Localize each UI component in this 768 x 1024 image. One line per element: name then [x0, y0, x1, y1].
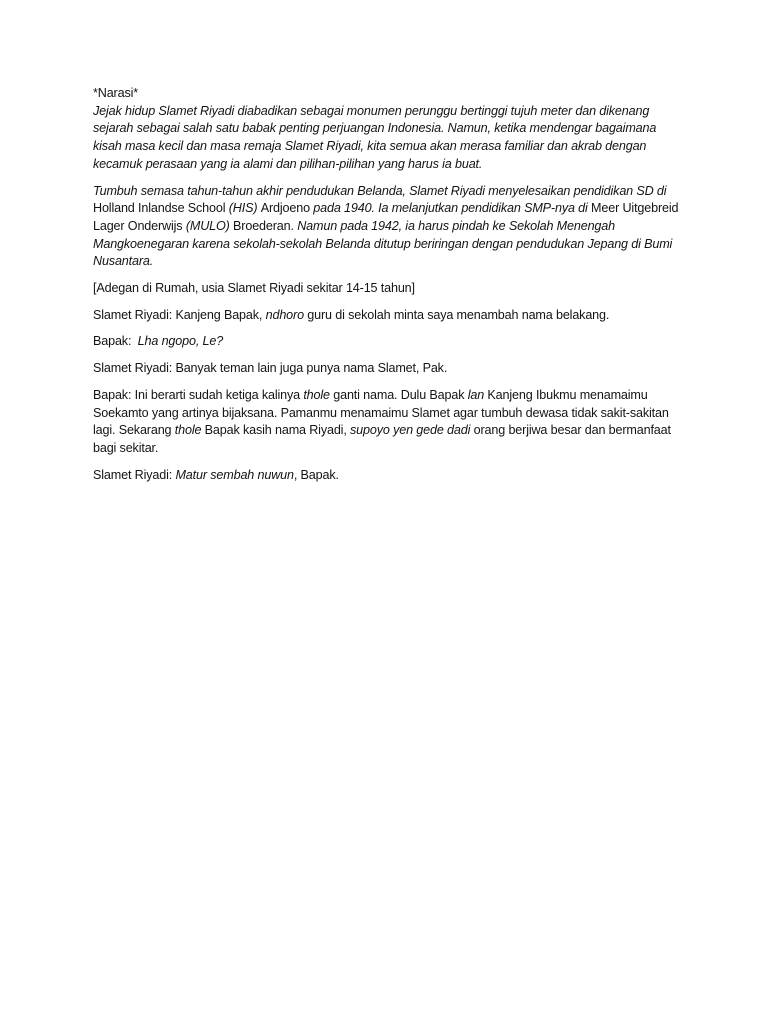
dialogue-line: [93, 360, 679, 378]
javanese-phrase: thole: [174, 423, 202, 438]
school-name: Meer Uitgebreid Lager Onderwijs: [93, 201, 679, 233]
javanese-phrase: ndhoro: [265, 307, 304, 322]
dialogue-line: [93, 467, 679, 485]
dialogue-text: Slamet Riyadi: Kanjeng Bapak,: [93, 307, 266, 322]
dialogue-line: [93, 333, 679, 351]
dialogue-text: Bapak:: [93, 334, 135, 349]
dialogue-text: , Bapak.: [293, 467, 339, 482]
scene-direction: [93, 280, 679, 298]
narration-heading: [93, 85, 679, 103]
narration-paragraph: [93, 183, 679, 272]
javanese-phrase: supoyo yen gede dadi: [350, 423, 471, 438]
school-name: Holland Inlandse School: [93, 201, 229, 216]
narration-paragraph: [93, 103, 679, 174]
narration-text: Namun pada 1942, ia harus pindah ke Sekolah Menengah Mangkoenegaran karena sekolah-sekolah Belanda ditutup beriringan dengan pendudukan Jepang di Bumi Nusantara.: [93, 218, 673, 269]
school-abbreviation: (MULO): [185, 218, 234, 233]
javanese-phrase: Lha ngopo, Le?: [137, 334, 224, 349]
narration-text: Tumbuh semasa tahun-tahun akhir pendudukan Belanda, Slamet Riyadi menyelesaikan pendidikan SD di: [93, 183, 667, 198]
dialogue-text: Bapak: Ini berarti sudah ketiga kalinya: [93, 387, 304, 402]
school-abbreviation: (HIS): [228, 201, 261, 216]
dialogue-text: Slamet Riyadi: Banyak teman lain juga punya nama Slamet, Pak.: [93, 361, 448, 376]
school-name: Ardjoeno: [260, 201, 314, 216]
dialogue-text: Slamet Riyadi:: [93, 467, 176, 482]
dialogue-line: [93, 387, 679, 458]
document-body: [93, 85, 679, 493]
dialogue-text: orang berjiwa besar dan bermanfaat bagi sekitar.: [93, 423, 671, 455]
dialogue-line: [93, 307, 679, 325]
school-name: Broederan.: [233, 218, 298, 233]
javanese-phrase: lan: [467, 387, 485, 402]
dialogue-text: Bapak kasih nama Riyadi,: [201, 423, 351, 438]
dialogue-text: guru di sekolah minta saya menambah nama belakang.: [303, 307, 610, 322]
narration-text: pada 1940. Ia melanjutkan pendidikan SMP-nya di: [313, 201, 592, 216]
dialogue-text: Kanjeng Ibukmu menamaimu Soekamto yang artinya bijaksana. Pamanmu menamaimu Slamet agar tumbuh dewasa tidak sakit-sakitan lagi. Sekarang: [93, 387, 669, 438]
javanese-phrase: thole: [303, 387, 330, 402]
scene-direction-text: [Adegan di Rumah, usia Slamet Riyadi sekitar 14-15 tahun]: [93, 281, 415, 296]
narration-text: Jejak hidup Slamet Riyadi diabadikan sebagai monumen perunggu bertinggi tujuh meter dan dikenang sejarah sebagai salah satu babak penting perjuangan Indonesia. Namun, ketika mendengar bagaimana kisah masa kecil dan masa remaja Slamet Riyadi, kita semua akan merasa familiar dan akrab dengan kecamuk perasaan yang ia alami dan pilihan-pilihan yang harus ia buat.: [93, 103, 657, 171]
javanese-phrase: Matur sembah nuwun: [175, 467, 294, 482]
dialogue-text: ganti nama. Dulu Bapak: [329, 387, 468, 402]
narration-heading-text: *Narasi*: [93, 86, 138, 100]
